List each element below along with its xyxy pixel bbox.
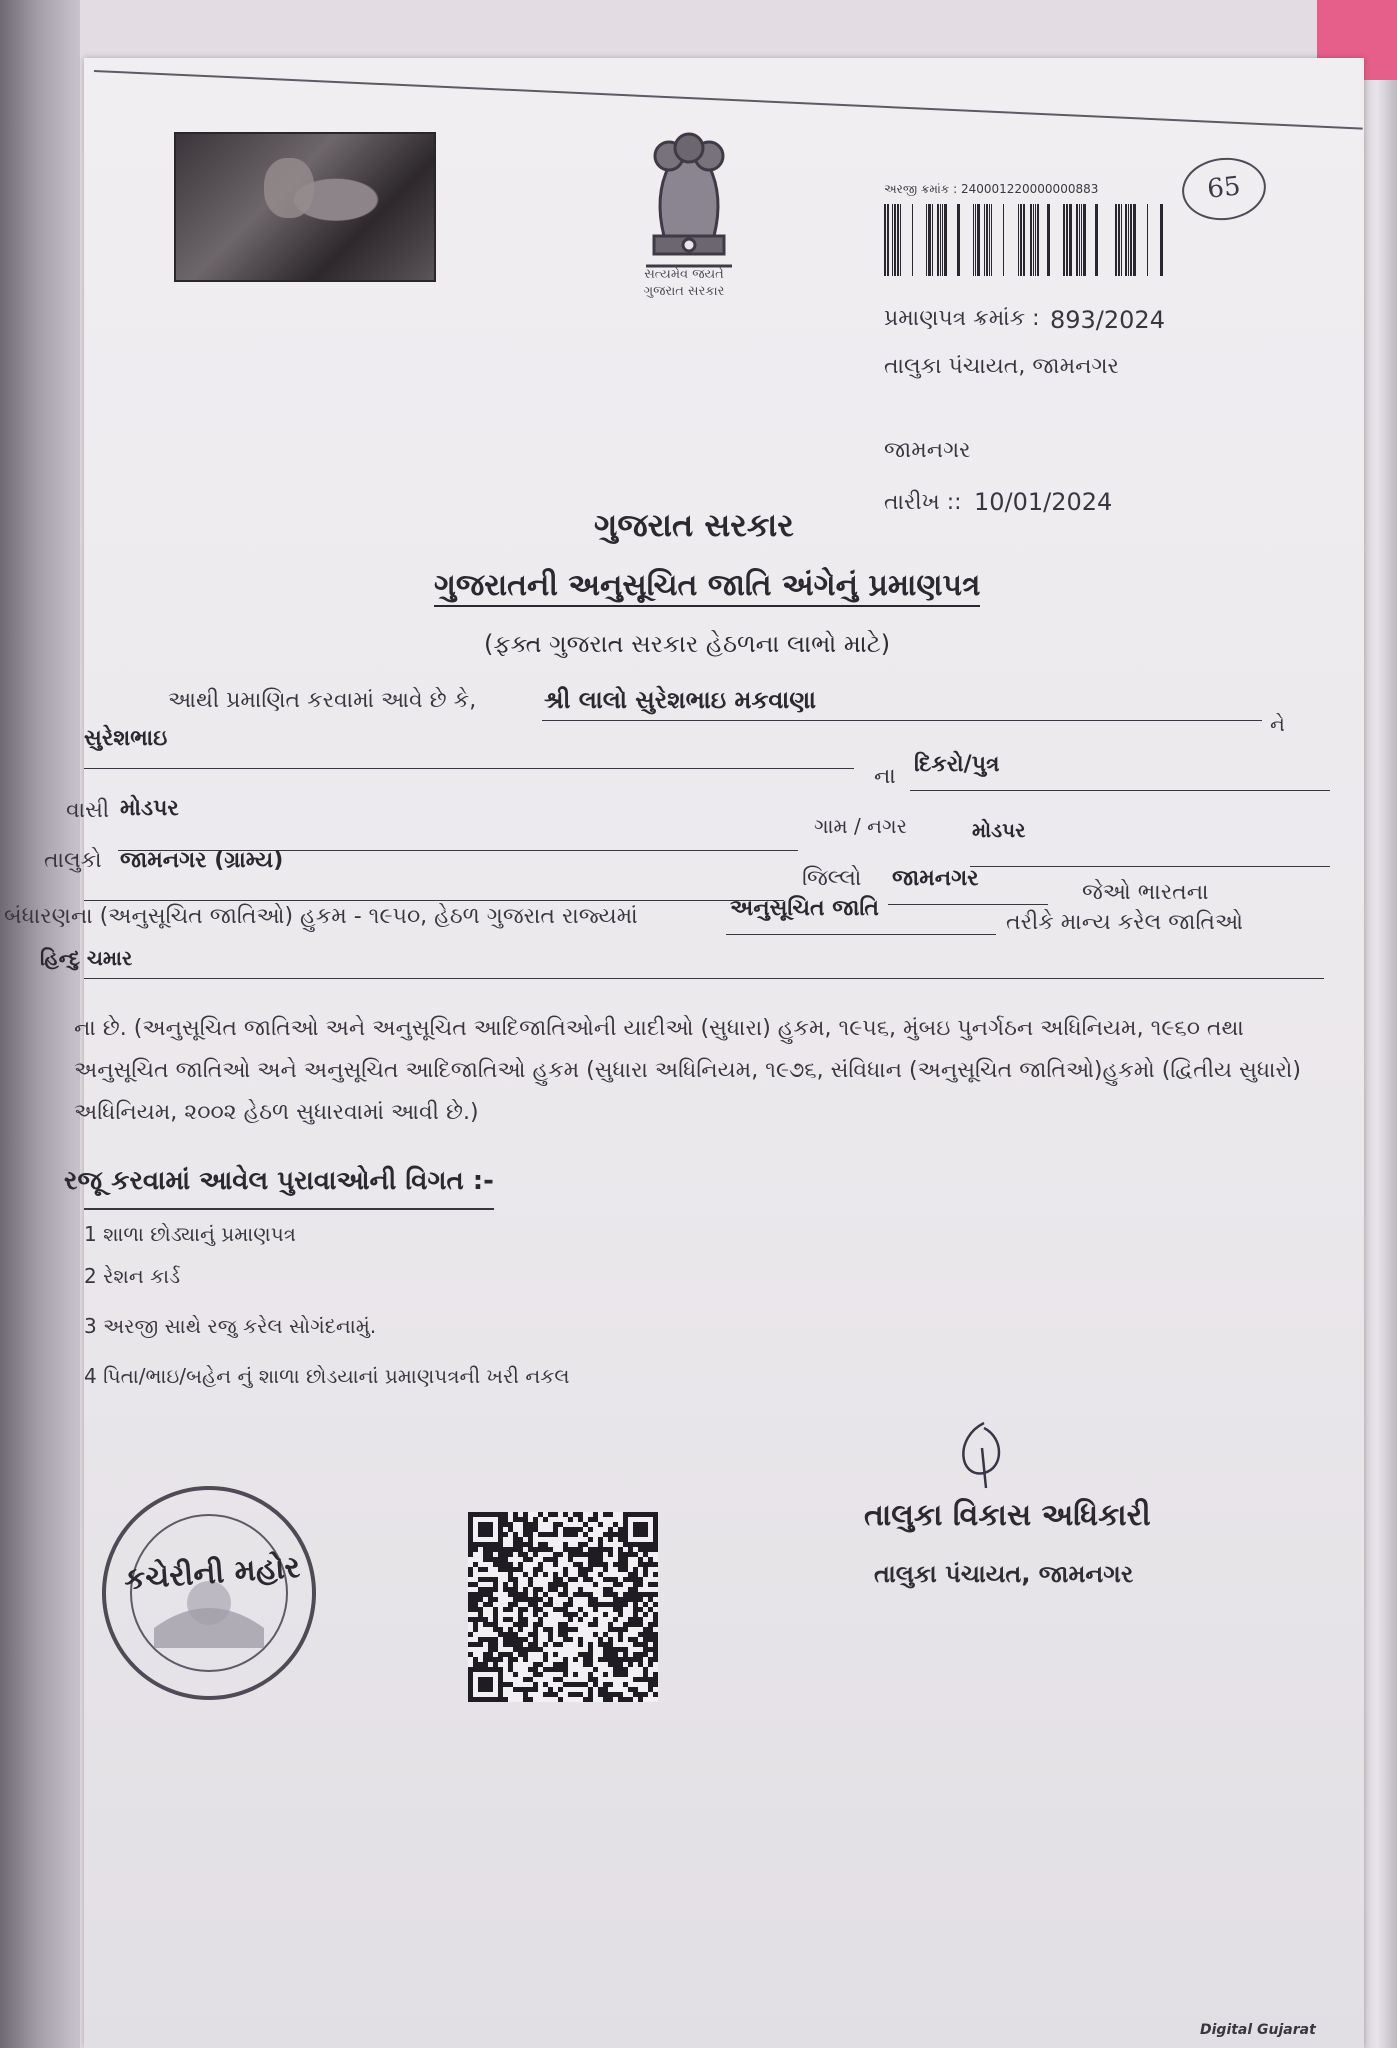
application-number: અરજી ક્રમાંક : 240001220000000883 bbox=[884, 182, 1099, 196]
seal-text: કચેરીની મહોર bbox=[122, 1549, 302, 1598]
taluka-underline bbox=[84, 900, 784, 901]
cert-number-label: પ્રમાણપત્ર ક્રમાંક : bbox=[884, 306, 1040, 331]
digital-gujarat-brand: Digital Gujarat bbox=[1200, 2022, 1316, 2038]
proofs-title-underline bbox=[84, 1208, 494, 1210]
date-label: તારીખ :: bbox=[884, 490, 962, 515]
caste: હિન્દુ ચમાર bbox=[40, 946, 133, 970]
village: મોડપર bbox=[972, 818, 1026, 842]
relation: દિકરો/પુત્ર bbox=[914, 752, 1000, 777]
proof-item: 4 પિતા/ભાઇ/બહેન નું શાળા છોડયાનાં પ્રમાણપત્રની ખરી નકલ bbox=[84, 1364, 570, 1388]
certificate-title: ગુજરાતની અનુસૂચિત જાતિ અંગેનું પ્રમાણપત્ર bbox=[434, 568, 980, 607]
resident: મોડપર bbox=[120, 796, 179, 821]
state-emblem-icon bbox=[624, 126, 754, 276]
recognized-text: તરીકે માન્ય કરેલ જાતિઓ bbox=[1006, 910, 1243, 935]
district-label: જિલ્લો bbox=[802, 866, 862, 891]
proof-item: 3 અરજી સાથે રજુ કરેલ સોગંદનામું. bbox=[84, 1314, 377, 1338]
proof-item: 1 શાળા છોડ્યાનું પ્રમાણપત્ર bbox=[84, 1222, 296, 1246]
signature-icon bbox=[944, 1418, 1024, 1498]
father-underline bbox=[84, 768, 854, 769]
top-border-line bbox=[94, 70, 1363, 130]
emblem-motto: સત્યમેવ જયતે bbox=[644, 267, 724, 282]
amendment-paragraph bbox=[74, 1008, 1301, 1134]
proof-item: 2 રેશન કાર્ડ bbox=[84, 1264, 181, 1288]
father-name: સુરેશભાઇ bbox=[84, 726, 168, 751]
relation-underline bbox=[910, 790, 1330, 791]
caste-underline bbox=[84, 978, 1324, 979]
district-underline bbox=[888, 904, 1048, 905]
amendment-line-1: ના છે. (અનુસૂચિત જાતિઓ અને અનુસૂચિત આદિજાતિઓની યાદીઓ (સુધારા) હુકમ, ૧૯૫૬, મુંબઇ પુનર્ગઠન અધિનિયમ, ૧૯૬૦ તથા bbox=[74, 1016, 1244, 1041]
emblem-govt: ગુજરાત સરકાર bbox=[643, 284, 725, 299]
issuing-office: તાલુકા પંચાયત, જામનગર bbox=[884, 354, 1119, 379]
holder-name: શ્રી લાલો સુરેશભાઇ મકવાણા bbox=[544, 686, 817, 714]
government-title: ગુજરાત સરકાર bbox=[594, 506, 794, 544]
intro-text: આથી પ્રમાણિત કરવામાં આવે છે કે, bbox=[168, 688, 477, 713]
taluka-label: તાલુકો bbox=[44, 848, 102, 873]
certificate-subtitle: (ફક્ત ગુજરાત સરકાર હેઠળના લાભો માટે) bbox=[484, 630, 891, 658]
order-text: બંધારણના (અનુસૂચિત જાતિઓ) હુકમ - ૧૯૫૦, હેઠળ ગુજરાત રાજ્યમાં bbox=[4, 904, 638, 929]
resident-label: વાસી bbox=[66, 798, 110, 823]
place: જામનગર bbox=[884, 438, 971, 463]
name-suffix: ને bbox=[1270, 712, 1285, 736]
category: અનુસૂચિત જાતિ bbox=[730, 896, 879, 921]
category-underline bbox=[726, 934, 996, 935]
barcode bbox=[884, 204, 1164, 276]
certificate-page bbox=[4, 58, 1364, 2048]
signatory-title: તાલુકા વિકાસ અધિકારી bbox=[864, 1498, 1151, 1533]
page-number: 65 bbox=[1179, 154, 1269, 224]
cert-number: 893/2024 bbox=[1050, 306, 1165, 334]
photo-face bbox=[264, 158, 314, 218]
taluka: જામનગર (ગ્રામ્ય) bbox=[120, 848, 284, 873]
issue-date: 10/01/2024 bbox=[974, 488, 1113, 516]
amendment-line-3: અધિનિયમ, ૨૦૦૨ હેઠળ સુધારવામાં આવી છે.) bbox=[74, 1100, 479, 1125]
proofs-title: રજૂ કરવામાં આવેલ પુરાવાઓની વિગત :- bbox=[64, 1166, 494, 1196]
binder-edge bbox=[0, 0, 80, 2048]
relation-label: ના bbox=[874, 764, 896, 789]
amendment-line-2: અનુસૂચિત જાતિઓ અને અનુસૂચિત આદિજાતિઓ હુકમ (સુધારા અધિનિયમ, ૧૯૭૬, સંવિધાન (અનુસૂચિત જાતિઓ)હુકમો (દ્વિતીય સુધારો) bbox=[74, 1058, 1301, 1083]
signatory-office: તાલુકા પંચાયત, જામનગર bbox=[874, 1560, 1134, 1588]
qr-code bbox=[468, 1512, 658, 1702]
name-underline bbox=[542, 720, 1262, 721]
village-underline bbox=[970, 866, 1330, 867]
after-district: જેઓ ભારતના bbox=[1082, 880, 1209, 905]
emblem-caption bbox=[604, 266, 764, 300]
district: જામનગર bbox=[892, 866, 979, 891]
village-label: ગામ / નગર bbox=[814, 814, 907, 838]
